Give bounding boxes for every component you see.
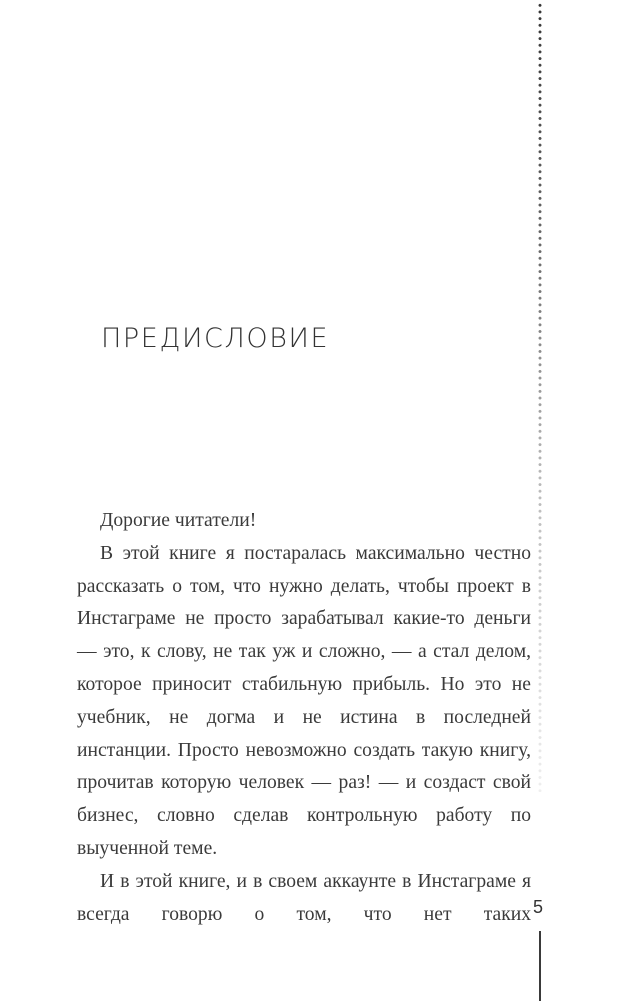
chapter-title: ПРЕДИСЛОВИЕ	[101, 323, 330, 354]
paragraph-continued: И в этой книге, и в своем аккаунте в Инстаграме я всегда говорю о том, что нет таких	[77, 870, 531, 925]
solid-vertical-rule-decoration	[539, 931, 541, 1001]
page-number: 5	[533, 897, 544, 917]
paragraph-salutation: Дорогие читатели!	[100, 510, 257, 531]
paragraph-main: В этой книге я постаралась максимально честно рассказать о том, что нужно делать, чтобы проект в Инстаграме не просто зарабатывал какие-то деньги — это, к слову, не так уж и сложно, — а стал делом, которое приносит стабильную прибыль. Но это не учебник, не догма и не истина в последней инстанции. Просто невозможно создать такую книгу, прочитав которую человек — раз! — и создаст свой бизнес, словно сделав контрольную работу по выученной теме.	[77, 542, 531, 859]
dotted-vertical-rule-decoration	[538, 2, 542, 792]
body-text	[77, 505, 531, 931]
